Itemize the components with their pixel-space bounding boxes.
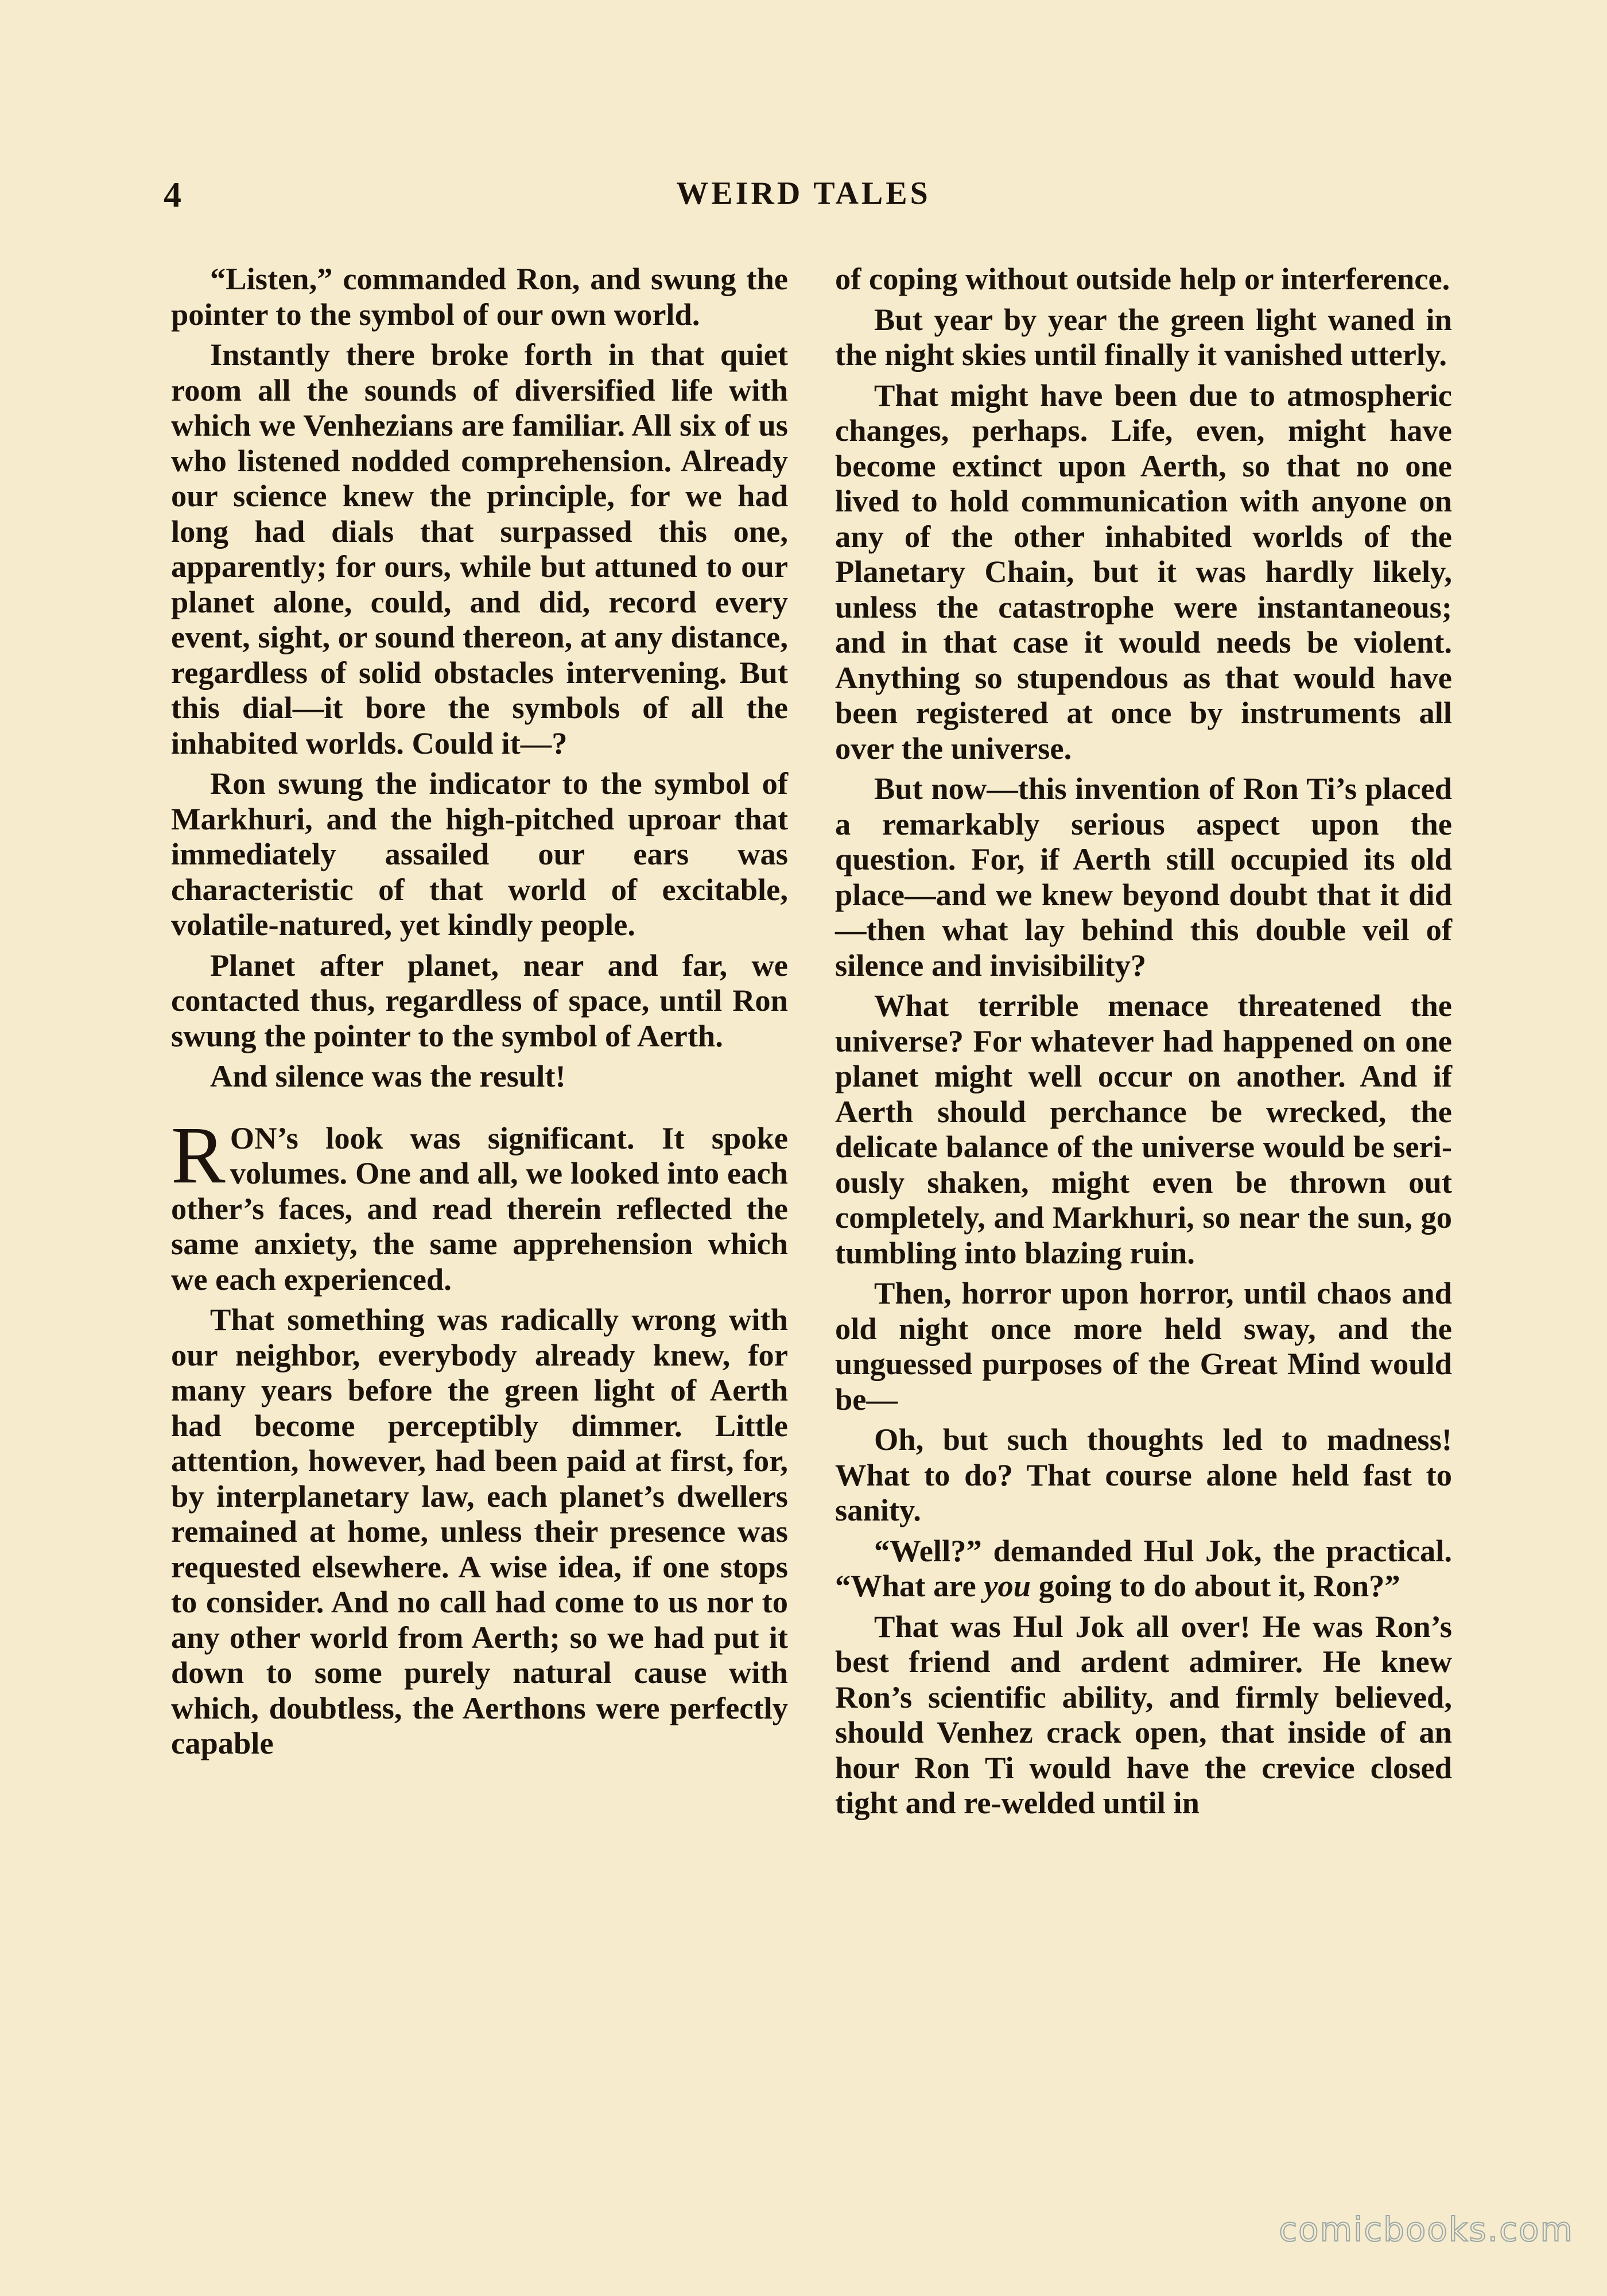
paragraph: That was Hul Jok all over! He was Ron’s best friend and ardent admirer. He knew Ron’s scientific ability, and firmly believed, should Venhez crack open, that inside of an hour Ron Ti would have the crevice closed tight and re-welded until in (835, 1608, 1452, 1820)
paragraph: That might have been due to atmospheric changes, perhaps. Life, even, might have become extinct upon Aerth, so that no one lived to hold communication with anyone on any of the other inhabited worlds of the Planetary Chain, but it was hardly likely, unless the catastrophe were instantaneous; and in that case it would needs be violent. Anything so stupendous as that would have been registered at once by instruments all over the universe. (835, 377, 1452, 766)
paragraph: And silence was the result! (210, 1058, 566, 1093)
paragraph: What terrible menace threatened the universe? For whatever had happened on one planet might well occur on another. And if Aerth should perchance be wrecked, the delicate balance of the universe would be seriously shaken, might even be thrown out completely, and Markhuri, so near the sun, go tumbling into blazing ruin. (835, 988, 1452, 1270)
paragraph: That something was radically wrong with our neighbor, everybody already knew, for many years before the green light of Aerth had become perceptibly dimmer. Little attention, however, had been paid at first, for, by interplanetary law, each planet’s dwellers remained at home, unless their presence was requested elsewhere. A wise idea, if one stops to consider. And no call had come to us nor to any other world from Aerth; so we had put it down to some purely natural cause with which, doubtless, the Aerthons were perfectly capable (171, 1302, 788, 1760)
continued-paragraph: of coping without outside help or interference. (835, 261, 1450, 296)
page-header (0, 175, 1607, 221)
drop-cap-paragraph-text: ON’s look was significant. It spoke volumes. One and all, we looked into each other’s faces, and read therein reflected the same anxiety, the same apprehension which we each experienced. (171, 1120, 788, 1297)
left-column (171, 261, 788, 1766)
dialogue-text: “Well?” demanded Hul Jok, the practical. “What are (835, 1533, 1452, 1603)
paragraph: Then, horror upon horror, until chaos and old night once more held sway, and the unguessed purposes of the Great Mind would be— (835, 1275, 1452, 1417)
paragraph: But now—this invention of Ron Ti’s placed a remarkably serious aspect upon the question. For, if Aerth still occupied its old place—and we knew beyond doubt that it did —then what lay behind this double veil of silence and invisibility? (835, 771, 1452, 983)
magazine-title: WEIRD TALES (676, 176, 931, 211)
paragraph: Oh, but such thoughts led to madness! What to do? That course alone held fast to sanity. (835, 1422, 1452, 1527)
paragraph: Instantly there broke forth in that quiet room all the sounds of diversified life with which we Venhezians are familiar. All six of us who listened nodded comprehension. Already our science knew the principle, for we had long had dials that surpassed this one, apparently; for ours, while but attuned to our planet alone, could, and did, record every event, sight, or sound thereon, at any distance, regardless of solid obstacles intervening. But this dial—it bore the symbols of all the inhabited worlds. Could it—? (171, 337, 788, 761)
emphasized-word: you (984, 1568, 1031, 1603)
paragraph: Planet after planet, near and far, we contacted thus, regardless of space, until Ron swung the pointer to the symbol of Aerth. (171, 947, 788, 1053)
paragraph: Ron swung the indicator to the symbol of Markhuri, and the high-pitched uproar that immediately assailed our ears was characteristic of that world of excitable, volatile-natured, yet kindly people. (171, 766, 788, 942)
paragraph: “Listen,” commanded Ron, and swung the pointer to the symbol of our own world. (171, 261, 788, 332)
watermark: comicbooks.com (1279, 2210, 1574, 2249)
dialogue-text-end: going to do about it, Ron?” (1031, 1568, 1400, 1603)
right-column (835, 261, 1452, 1826)
drop-cap-letter: R (171, 1109, 226, 1200)
section-opening-paragraph (171, 1109, 788, 1297)
dialogue-paragraph (835, 1533, 1452, 1604)
page-number: 4 (164, 176, 182, 215)
paragraph: But year by year the green light waned in the night skies until finally it vanished utterly. (835, 301, 1452, 372)
